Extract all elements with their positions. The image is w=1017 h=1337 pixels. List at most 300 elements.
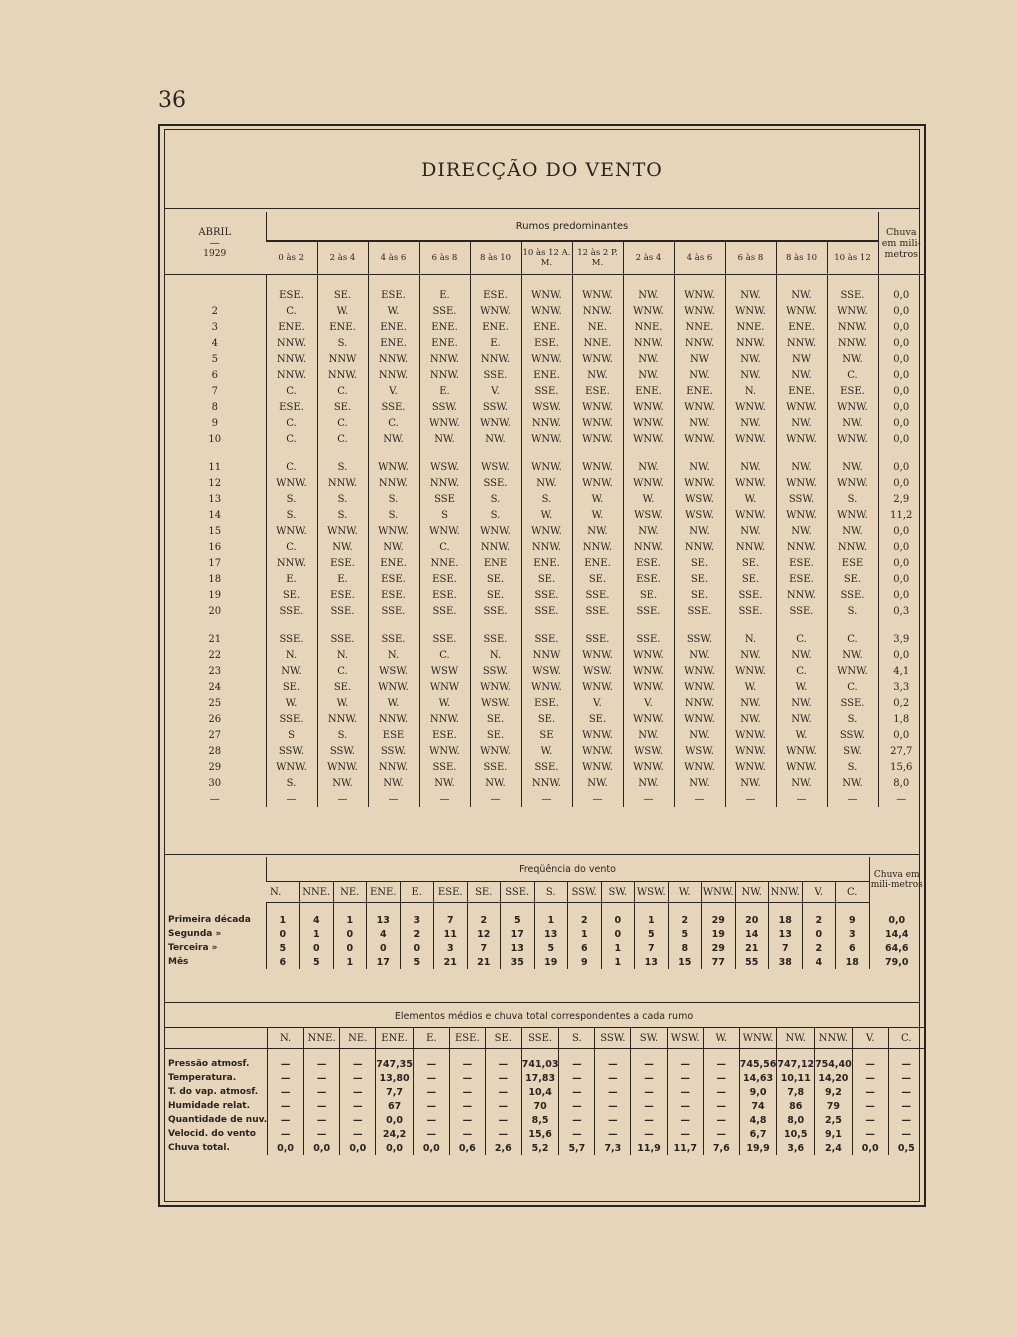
value-cell: 1 [568, 927, 602, 941]
value-cell: — [413, 1085, 449, 1099]
value-cell: — [304, 1113, 340, 1127]
direction-cell: WSW. [572, 663, 623, 679]
direction-cell: WNW. [725, 303, 776, 319]
value-cell: 38 [769, 955, 803, 969]
direction-header: ESE. [449, 1028, 485, 1049]
direction-cell: WNW. [725, 759, 776, 775]
direction-cell: SSW. [368, 743, 419, 759]
direction-cell: WNW. [419, 415, 470, 431]
direction-cell: WNW. [827, 475, 878, 491]
day-cell: 20 [208, 605, 222, 617]
value-cell: 2 [467, 913, 501, 927]
direction-cell: ENE. [521, 367, 572, 383]
spacer-cell [769, 903, 803, 914]
direction-cell: ENE. [368, 335, 419, 351]
value-cell: 2 [668, 913, 702, 927]
direction-cell: WSW. [521, 399, 572, 415]
direction-cell: NW. [674, 367, 725, 383]
direction-cell: W. [521, 743, 572, 759]
direction-cell: ENE. [776, 383, 827, 399]
direction-cell: SSE. [266, 711, 317, 727]
direction-cell: SE. [317, 287, 368, 303]
direction-cell: SSE. [521, 383, 572, 399]
direction-cell: NW. [266, 663, 317, 679]
direction-cell: SSE. [266, 603, 317, 619]
direction-cell: E. [266, 571, 317, 587]
value-cell: 3 [836, 927, 870, 941]
rain-cell: 0,0 [878, 287, 924, 303]
direction-cell: WNW. [623, 475, 674, 491]
spacer-cell [776, 619, 827, 631]
direction-cell: NNW. [368, 475, 419, 491]
value-cell: 5 [534, 941, 568, 955]
day-cell: 7 [211, 385, 218, 397]
value-cell: 7,6 [703, 1141, 739, 1155]
direction-cell: NW. [368, 431, 419, 447]
value-cell: 17,83 [521, 1071, 559, 1085]
spacer-row [164, 903, 924, 914]
day-cell: 11 [208, 461, 222, 473]
value-cell: 35 [501, 955, 535, 969]
spacer-cell [266, 275, 317, 288]
spacer-cell [852, 1049, 888, 1058]
direction-cell: WNW. [623, 679, 674, 695]
value-cell: 2 [568, 913, 602, 927]
interval-header: 2 às 4 [623, 241, 674, 275]
direction-cell: WNW. [674, 303, 725, 319]
value-cell: 86 [777, 1099, 815, 1113]
day-cell: 5 [211, 353, 218, 365]
caption-row [164, 857, 924, 882]
direction-cell: NW. [317, 775, 368, 791]
interval-header: 10 às 12 [827, 241, 878, 275]
value-cell: — [340, 1085, 376, 1099]
direction-cell: NW. [368, 775, 419, 791]
table-row [164, 955, 924, 969]
direction-cell: NW. [674, 459, 725, 475]
direction-cell: ESE. [521, 335, 572, 351]
table-row [164, 647, 924, 663]
direction-cell: C. [419, 647, 470, 663]
table-row [164, 727, 924, 743]
direction-cell: ESE [827, 555, 878, 571]
direction-cell: WNW. [776, 475, 827, 491]
direction-cell: WNW. [572, 759, 623, 775]
value-cell: — [595, 1085, 631, 1099]
direction-cell: WSW [419, 663, 470, 679]
spacer-cell [368, 275, 419, 288]
direction-header: E. [413, 1028, 449, 1049]
day-cell: 28 [208, 745, 222, 757]
day-cell: 27 [208, 729, 222, 741]
direction-cell: NW. [674, 523, 725, 539]
direction-cell: WSW. [419, 459, 470, 475]
direction-cell: S [266, 727, 317, 743]
value-cell: 0,5 [888, 1141, 924, 1155]
rain-cell: 0,0 [878, 475, 924, 491]
day-cell: 12 [208, 477, 222, 489]
direction-cell: NW. [572, 775, 623, 791]
spacer-cell [623, 275, 674, 288]
direction-cell: ENE. [674, 383, 725, 399]
direction-cell: WNW. [266, 475, 317, 491]
row-label: Pressão atmosf. [168, 1059, 250, 1069]
direction-cell: NW. [776, 415, 827, 431]
direction-cell: WNW. [572, 743, 623, 759]
direction-header: E. [400, 882, 434, 903]
value-cell: 29 [702, 941, 736, 955]
direction-cell: ENE. [521, 319, 572, 335]
direction-cell: WNW. [725, 663, 776, 679]
direction-cell: NNW [317, 351, 368, 367]
spacer-cell [376, 1049, 414, 1058]
direction-cell: NNW. [674, 539, 725, 555]
direction-cell: WNW. [623, 431, 674, 447]
direction-cell: NNW. [368, 759, 419, 775]
direction-cell: NNW. [266, 555, 317, 571]
direction-cell: SE. [521, 711, 572, 727]
direction-cell: SE. [521, 571, 572, 587]
rain-cell: 0,0 [878, 555, 924, 571]
value-cell: 7 [635, 941, 669, 955]
table-row [164, 1127, 924, 1141]
value-cell: 9 [836, 913, 870, 927]
interval-header: 0 às 2 [278, 253, 305, 263]
spacer-cell [266, 903, 300, 914]
direction-cell: S. [827, 711, 878, 727]
day-cell: 22 [208, 649, 222, 661]
direction-cell: NW [674, 351, 725, 367]
day-cell: 23 [208, 665, 222, 677]
rain-cell: 14,4 [869, 927, 924, 941]
value-cell: 0,0 [340, 1141, 376, 1155]
direction-header: W. [668, 882, 702, 903]
direction-cell: NW. [827, 415, 878, 431]
direction-cell: — [419, 791, 470, 807]
value-cell: — [485, 1113, 521, 1127]
rain-cell: 0,0 [878, 367, 924, 383]
spacer-cell [878, 275, 924, 288]
value-cell: — [888, 1113, 924, 1127]
value-cell: 79 [815, 1099, 853, 1113]
value-cell: 13 [367, 913, 401, 927]
direction-cell: C. [419, 539, 470, 555]
spacer-cell [368, 447, 419, 459]
value-cell: 11 [434, 927, 468, 941]
rain-cell: 0,0 [878, 647, 924, 663]
value-cell: 9,1 [815, 1127, 853, 1141]
direction-cell: SE. [827, 571, 878, 587]
direction-cell: WNW. [572, 679, 623, 695]
direction-cell: NW. [623, 459, 674, 475]
direction-cell: SE. [725, 571, 776, 587]
direction-cell: WNW. [521, 287, 572, 303]
direction-cell: WNW. [776, 431, 827, 447]
value-cell: — [449, 1113, 485, 1127]
direction-cell: NNW. [572, 539, 623, 555]
direction-cell: WNW. [725, 743, 776, 759]
value-cell: 2,4 [815, 1141, 853, 1155]
value-cell: 0 [601, 927, 635, 941]
spacer-cell [164, 903, 266, 914]
row-label: Humidade relat. [168, 1101, 251, 1111]
direction-cell: S. [317, 335, 368, 351]
value-cell: — [304, 1085, 340, 1099]
spacer-cell [827, 447, 878, 459]
value-cell: 0 [266, 927, 300, 941]
direction-cell: WNW. [674, 287, 725, 303]
direction-cell: NNW. [674, 695, 725, 711]
rain-cell: 0,0 [878, 587, 924, 603]
spacer-cell [485, 1049, 521, 1058]
spacer-cell [631, 1049, 667, 1058]
direction-header: NNE. [300, 882, 334, 903]
direction-cell: NW. [725, 523, 776, 539]
direction-cell: — [776, 791, 827, 807]
direction-cell: E. [419, 287, 470, 303]
direction-cell: NNW. [725, 539, 776, 555]
table-row [164, 459, 924, 475]
spacer-cell [827, 275, 878, 288]
spacer-cell [470, 275, 521, 288]
day-cell: 4 [211, 337, 218, 349]
direction-cell: — [725, 791, 776, 807]
direction-cell: SSE [419, 491, 470, 507]
spacer-cell [735, 903, 769, 914]
day-cell: 13 [208, 493, 222, 505]
direction-cell: ESE. [368, 571, 419, 587]
rain-cell: — [878, 791, 924, 807]
value-cell: 6 [836, 941, 870, 955]
direction-cell: NW. [725, 775, 776, 791]
month-header-cell [164, 212, 266, 275]
table-row [164, 587, 924, 603]
direction-cell: ENE. [368, 555, 419, 571]
direction-cell: SSE. [419, 303, 470, 319]
spacer-cell [725, 619, 776, 631]
direction-cell: SSE. [572, 587, 623, 603]
direction-cell: NNW. [827, 539, 878, 555]
direction-cell: SSE. [521, 631, 572, 647]
rain-cell: 3,9 [878, 631, 924, 647]
value-cell: — [449, 1057, 485, 1071]
direction-cell: ESE [368, 727, 419, 743]
table-row [164, 507, 924, 523]
direction-cell: WNW. [776, 507, 827, 523]
value-cell: 747,35 [376, 1058, 413, 1070]
direction-cell: NW. [317, 539, 368, 555]
spacer-cell [266, 619, 317, 631]
elements-caption: Elementos médios e chuva total correspondentes a cada rumo [394, 1010, 694, 1022]
elements-section [164, 1005, 924, 1155]
value-cell: — [595, 1071, 631, 1085]
value-cell: 12 [467, 927, 501, 941]
direction-cell: SSE. [521, 759, 572, 775]
direction-cell: NNW. [521, 415, 572, 431]
rain-cell: 0,0 [878, 415, 924, 431]
direction-cell: WNW. [623, 399, 674, 415]
direction-cell: WNW. [623, 711, 674, 727]
value-cell: 0,0 [852, 1141, 888, 1155]
direction-cell: C. [776, 631, 827, 647]
direction-cell: S. [317, 727, 368, 743]
direction-header: W. [703, 1028, 739, 1049]
value-cell: — [485, 1085, 521, 1099]
direction-cell: SSE. [827, 287, 878, 303]
wind-direction-table [164, 212, 924, 807]
rain-cell: 0,2 [878, 695, 924, 711]
direction-cell: ESE. [419, 587, 470, 603]
direction-cell: SE [521, 727, 572, 743]
direction-cell: WNW. [266, 523, 317, 539]
direction-cell: C. [827, 679, 878, 695]
table-row [164, 1113, 924, 1127]
direction-cell: NNW. [368, 711, 419, 727]
value-cell: 1 [601, 955, 635, 969]
direction-cell: NNW. [470, 539, 521, 555]
direction-cell: WNW. [368, 459, 419, 475]
value-cell: 754,40 [815, 1058, 852, 1070]
day-cell: — [209, 793, 220, 805]
spacer-cell [419, 619, 470, 631]
direction-cell: SSE. [470, 603, 521, 619]
value-cell: 7 [769, 941, 803, 955]
blank-cell [164, 1028, 268, 1049]
direction-cell: NW. [725, 415, 776, 431]
direction-cell: NNW. [419, 351, 470, 367]
row-label: Quantidade de nuv. [168, 1115, 268, 1125]
rain-cell: 0,0 [878, 351, 924, 367]
day-cell: 19 [208, 589, 222, 601]
direction-cell: ENE. [419, 319, 470, 335]
day-cell: 24 [208, 681, 222, 693]
row-label: Terceira » [168, 943, 218, 953]
value-cell: 7 [434, 913, 468, 927]
direction-cell: N. [266, 647, 317, 663]
value-cell: — [888, 1057, 924, 1071]
table-row [164, 1141, 924, 1155]
spacer-cell [317, 447, 368, 459]
value-cell: — [667, 1127, 703, 1141]
direction-cell: V. [623, 695, 674, 711]
spacer-cell [521, 275, 572, 288]
value-cell: 9 [568, 955, 602, 969]
direction-cell: W. [266, 695, 317, 711]
direction-cell: NNW. [623, 539, 674, 555]
direction-header: WNW. [702, 882, 736, 903]
direction-cell: WNW. [572, 287, 623, 303]
direction-cell: NW. [776, 523, 827, 539]
day-cell: 2 [211, 305, 218, 317]
table-row [164, 1057, 924, 1071]
spacer-cell [268, 1049, 304, 1058]
value-cell: — [304, 1099, 340, 1113]
direction-cell: NW. [419, 775, 470, 791]
direction-cell: WSW. [674, 507, 725, 523]
interval-header: 2 às 4 [317, 241, 368, 275]
direction-cell: SE. [572, 571, 623, 587]
direction-cell: SSE. [419, 631, 470, 647]
table-row [164, 287, 924, 303]
interval-header: 10 às 12 A. M. [521, 241, 572, 275]
spacer-cell [400, 903, 434, 914]
direction-cell: S. [368, 491, 419, 507]
direction-cell: NW. [572, 367, 623, 383]
table-row [164, 415, 924, 431]
value-cell: 17 [367, 955, 401, 969]
direction-cell: S. [266, 775, 317, 791]
direction-cell: WNW. [674, 475, 725, 491]
direction-cell: NW. [623, 367, 674, 383]
year-label: 1929 [203, 249, 227, 259]
direction-cell: S. [470, 491, 521, 507]
direction-cell: WNW. [521, 431, 572, 447]
direction-cell: WNW. [368, 523, 419, 539]
direction-header: N. [266, 882, 300, 903]
page-title: DIRECÇÃO DO VENTO [421, 159, 663, 181]
direction-header: NE. [333, 882, 367, 903]
direction-cell: SSE. [572, 631, 623, 647]
direction-cell: C. [266, 303, 317, 319]
direction-cell: WNW. [470, 679, 521, 695]
direction-cell: NW. [725, 647, 776, 663]
direction-cell: V. [572, 695, 623, 711]
value-cell: 8,0 [777, 1113, 815, 1127]
value-cell: 19 [702, 927, 736, 941]
value-cell: — [595, 1127, 631, 1141]
value-cell: — [559, 1071, 595, 1085]
direction-cell: W. [776, 727, 827, 743]
interval-header: 4 às 6 [674, 241, 725, 275]
value-cell: 9,0 [739, 1085, 777, 1099]
spacer-cell [413, 1049, 449, 1058]
value-cell: — [559, 1057, 595, 1071]
value-cell: — [268, 1071, 304, 1085]
direction-header: ENE. [367, 882, 401, 903]
spacer-row [164, 447, 924, 459]
direction-header: S. [534, 882, 568, 903]
direction-header: C. [836, 882, 870, 903]
rain-cell: 0,0 [878, 319, 924, 335]
spacer-cell [521, 447, 572, 459]
spacer-cell [164, 1049, 268, 1058]
direction-cell: NW. [776, 459, 827, 475]
value-cell: 5,7 [559, 1141, 595, 1155]
direction-cell: N. [725, 383, 776, 399]
direction-cell: V. [368, 383, 419, 399]
value-cell: — [268, 1057, 304, 1071]
direction-header: SW. [631, 1028, 667, 1049]
direction-cell: N. [470, 647, 521, 663]
spacer-cell [419, 447, 470, 459]
value-cell: — [595, 1099, 631, 1113]
value-cell: 2 [802, 913, 836, 927]
direction-cell: NW. [470, 775, 521, 791]
spacer-row [164, 619, 924, 631]
row-label: Velocid. do vento [168, 1129, 256, 1139]
direction-header: SW. [601, 882, 635, 903]
direction-cell: WNW. [521, 523, 572, 539]
day-cell: 10 [208, 433, 222, 445]
direction-cell: NNE. [419, 555, 470, 571]
spacer-cell [164, 447, 266, 459]
value-cell: — [304, 1127, 340, 1141]
value-cell: 20 [735, 913, 769, 927]
direction-cell: E. [419, 383, 470, 399]
table-row [164, 791, 924, 807]
value-cell: 0,0 [376, 1113, 414, 1127]
table-row [164, 555, 924, 571]
